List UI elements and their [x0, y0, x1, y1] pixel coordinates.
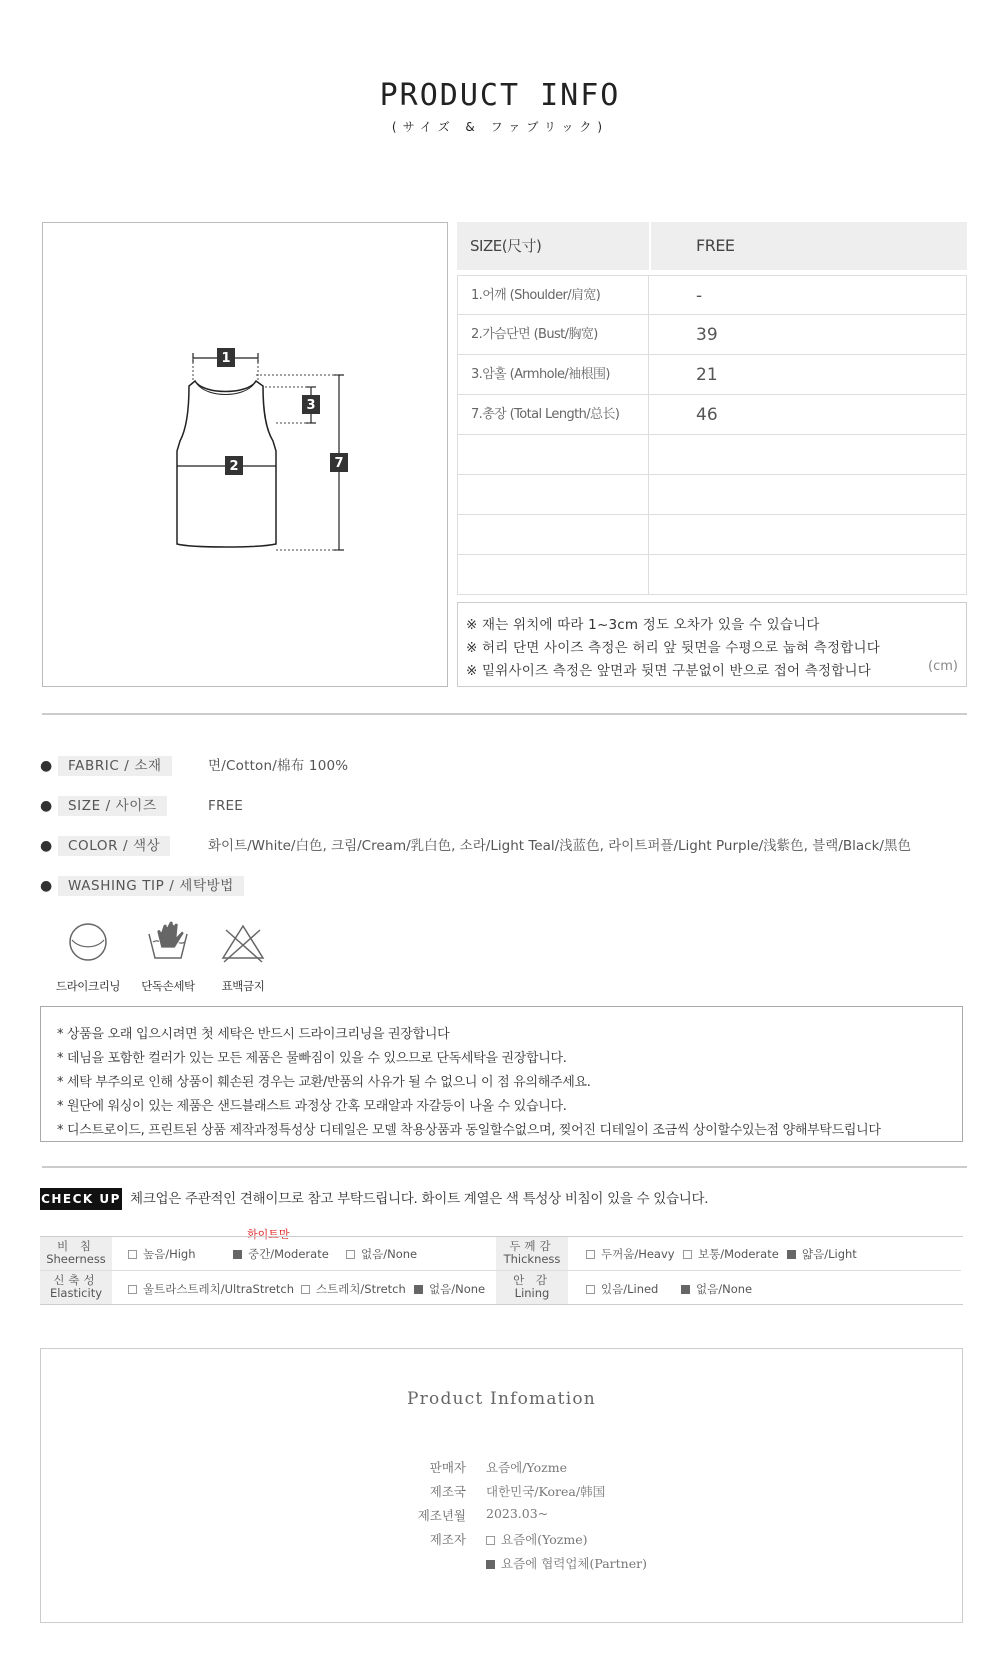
thickness-option: 얇음/Light — [787, 1247, 857, 1261]
checkbox-icon — [128, 1250, 137, 1259]
size-row — [457, 395, 967, 435]
spec-label: SIZE / 사이즈 — [58, 796, 167, 816]
divider — [42, 713, 967, 715]
no-bleach-icon — [218, 918, 268, 966]
size-row-value — [649, 435, 967, 474]
bullet-icon: ● — [40, 878, 53, 894]
maker-option: 요즘에(Yozme) — [486, 1530, 588, 1548]
svg-text:7: 7 — [334, 456, 344, 471]
checkup-grid — [40, 1236, 963, 1305]
divider — [42, 1166, 967, 1168]
checkbox-checked-icon — [486, 1560, 495, 1569]
size-row — [457, 315, 967, 355]
care-note: * 세탁 부주의로 인해 상품이 훼손된 경우는 교환/반품의 사유가 될 수 없으니 이 점 유의해주세요. — [57, 1075, 591, 1090]
elasticity-option: 스트레치/Stretch — [301, 1282, 406, 1296]
wash-item-dry-clean — [48, 918, 128, 994]
lining-option: 있음/Lined — [586, 1282, 658, 1296]
care-note: * 원단에 워싱이 있는 제품은 샌드블래스트 과정상 간혹 모래알과 자갈등이 나올 수 있습니다. — [57, 1099, 567, 1114]
size-notes — [457, 602, 967, 687]
checkbox-icon — [586, 1285, 595, 1294]
checkbox-icon — [486, 1536, 495, 1545]
date-label: 제조년월 — [417, 1508, 466, 1523]
size-row-label: 1.어깨 (Shoulder/肩宽) — [457, 276, 649, 315]
size-row-label — [457, 515, 649, 554]
checkup-badge: CHECK UP — [40, 1188, 122, 1210]
wash-label: 표백금지 — [221, 979, 265, 993]
marker-3 — [302, 395, 320, 414]
garment-diagram-frame — [42, 222, 448, 687]
size-row-value: 39 — [649, 315, 967, 354]
size-note: ※ 재는 위치에 따라 1~3cm 정도 오차가 있을 수 있습니다 — [466, 617, 820, 633]
checkbox-icon — [346, 1250, 355, 1259]
size-row-value: 21 — [649, 355, 967, 394]
unit-label: (cm) — [928, 659, 958, 674]
size-header-value: FREE — [649, 222, 967, 270]
svg-text:2: 2 — [229, 459, 239, 474]
elasticity-option: 울트라스트레치/UltraStretch — [128, 1282, 294, 1296]
checkbox-icon — [586, 1250, 595, 1259]
care-note: * 디스트로이드, 프린트된 상품 제작과정특성상 디테일은 모델 착용상품과 동일할수없으며, 찢어진 디테일이 조금씩 상이할수있는점 양해부탁드립니다 — [57, 1123, 881, 1138]
marker-2 — [225, 456, 243, 475]
bullet-icon: ● — [40, 838, 53, 854]
marker-7 — [330, 453, 348, 472]
size-row-label — [457, 555, 649, 594]
care-notes — [40, 1006, 963, 1142]
size-row-label: 3.암홀 (Armhole/袖根围) — [457, 355, 649, 394]
garment-diagram — [43, 223, 447, 686]
svg-text:1: 1 — [221, 351, 231, 366]
bullet-icon: ● — [40, 798, 53, 814]
size-row-label — [457, 435, 649, 474]
product-information-title: Product Infomation — [407, 1389, 596, 1409]
date-value: 2023.03~ — [486, 1506, 549, 1521]
care-note: * 상품을 오래 입으시려면 첫 세탁은 반드시 드라이크리닝을 권장합니다 — [57, 1027, 450, 1042]
checkbox-checked-icon — [787, 1250, 796, 1259]
country-label: 제조국 — [429, 1484, 466, 1499]
size-row-label: 2.가슴단면 (Bust/胸宽) — [457, 315, 649, 354]
page-title: PRODUCT INFO — [379, 78, 621, 113]
thickness-label: 두께감 Thickness — [496, 1237, 568, 1270]
size-row-label — [457, 475, 649, 514]
checkbox-icon — [301, 1285, 310, 1294]
size-row-value — [649, 555, 967, 594]
size-row-value: - — [649, 276, 967, 315]
checkbox-icon — [683, 1250, 692, 1259]
seller-label: 판매자 — [429, 1460, 466, 1475]
size-note: ※ 밑위사이즈 측정은 앞면과 뒷면 구분없이 반으로 접어 측정합니다 — [466, 663, 871, 679]
lining-label: 안 감 Lining — [496, 1271, 568, 1304]
spec-value: 화이트/White/白色, 크림/Cream/乳白色, 소라/Light Teal/浅蓝色, 라이트퍼플/Light Purple/浅紫色, 블랙/Black/黑色 — [208, 838, 911, 854]
size-row — [457, 275, 967, 315]
checkbox-checked-icon — [414, 1285, 423, 1294]
thickness-option: 보통/Moderate — [683, 1247, 779, 1261]
elasticity-label: 신축성 Elasticity — [40, 1271, 112, 1304]
size-row-value — [649, 515, 967, 554]
size-row-value — [649, 475, 967, 514]
spec-label: FABRIC / 소재 — [58, 756, 172, 776]
wash-item-no-bleach — [203, 918, 283, 994]
size-row-label: 7.총장 (Total Length/总长) — [457, 395, 649, 434]
seller-value: 요즘에/Yozme — [486, 1460, 567, 1475]
sheerness-option: 높음/High — [128, 1247, 196, 1261]
spec-label: COLOR / 색상 — [58, 836, 170, 856]
dry-clean-icon — [63, 918, 113, 966]
care-note: * 데님을 포함한 컬러가 있는 모든 제품은 물빠짐이 있을 수 있으므로 단독세탁을 권장합니다. — [57, 1051, 567, 1066]
maker-label: 제조자 — [429, 1532, 466, 1547]
white-only-note: 화이트만 — [247, 1228, 290, 1241]
spec-label: WASHING TIP / 세탁방법 — [58, 876, 244, 896]
size-header-label: SIZE(尺寸) — [470, 237, 542, 255]
maker-option: 요즘에 협력업체(Partner) — [486, 1554, 647, 1572]
size-note: ※ 허리 단면 사이즈 측정은 허리 앞 뒷면을 수평으로 눕혀 측정합니다 — [466, 640, 880, 656]
bullet-icon: ● — [40, 758, 53, 774]
spec-value: 면/Cotton/棉布 100% — [208, 758, 349, 774]
checkbox-checked-icon — [681, 1285, 690, 1294]
marker-1 — [217, 348, 235, 367]
wash-label: 단독손세탁 — [141, 979, 195, 993]
elasticity-option: 없음/None — [414, 1282, 485, 1296]
svg-text:3: 3 — [306, 398, 316, 413]
checkbox-checked-icon — [233, 1250, 242, 1259]
sheerness-option: 중간/Moderate — [233, 1247, 329, 1261]
spec-value: FREE — [208, 798, 244, 814]
size-table-header — [457, 222, 967, 270]
wash-item-hand-wash — [128, 918, 208, 994]
checkup-note: 체크업은 주관적인 견해이므로 참고 부탁드립니다. 화이트 계열은 색 특성상 비침이 있을 수 있습니다. — [130, 1191, 709, 1207]
sheerness-option: 없음/None — [346, 1247, 417, 1261]
checkbox-icon — [128, 1285, 137, 1294]
sheerness-label: 비 침 Sheerness — [40, 1237, 112, 1270]
size-row — [457, 435, 967, 475]
size-row — [457, 555, 967, 595]
country-value: 대한민국/Korea/韩国 — [486, 1484, 606, 1499]
thickness-option: 두꺼움/Heavy — [586, 1247, 675, 1261]
product-information-box — [40, 1348, 963, 1623]
page-subtitle: (サイズ & ファブリック) — [391, 120, 609, 134]
lining-option: 없음/None — [681, 1282, 752, 1296]
wash-label: 드라이크리닝 — [55, 979, 121, 993]
size-row — [457, 475, 967, 515]
size-row — [457, 515, 967, 555]
hand-wash-icon — [143, 918, 193, 966]
size-row — [457, 355, 967, 395]
size-row-value: 46 — [649, 395, 967, 434]
